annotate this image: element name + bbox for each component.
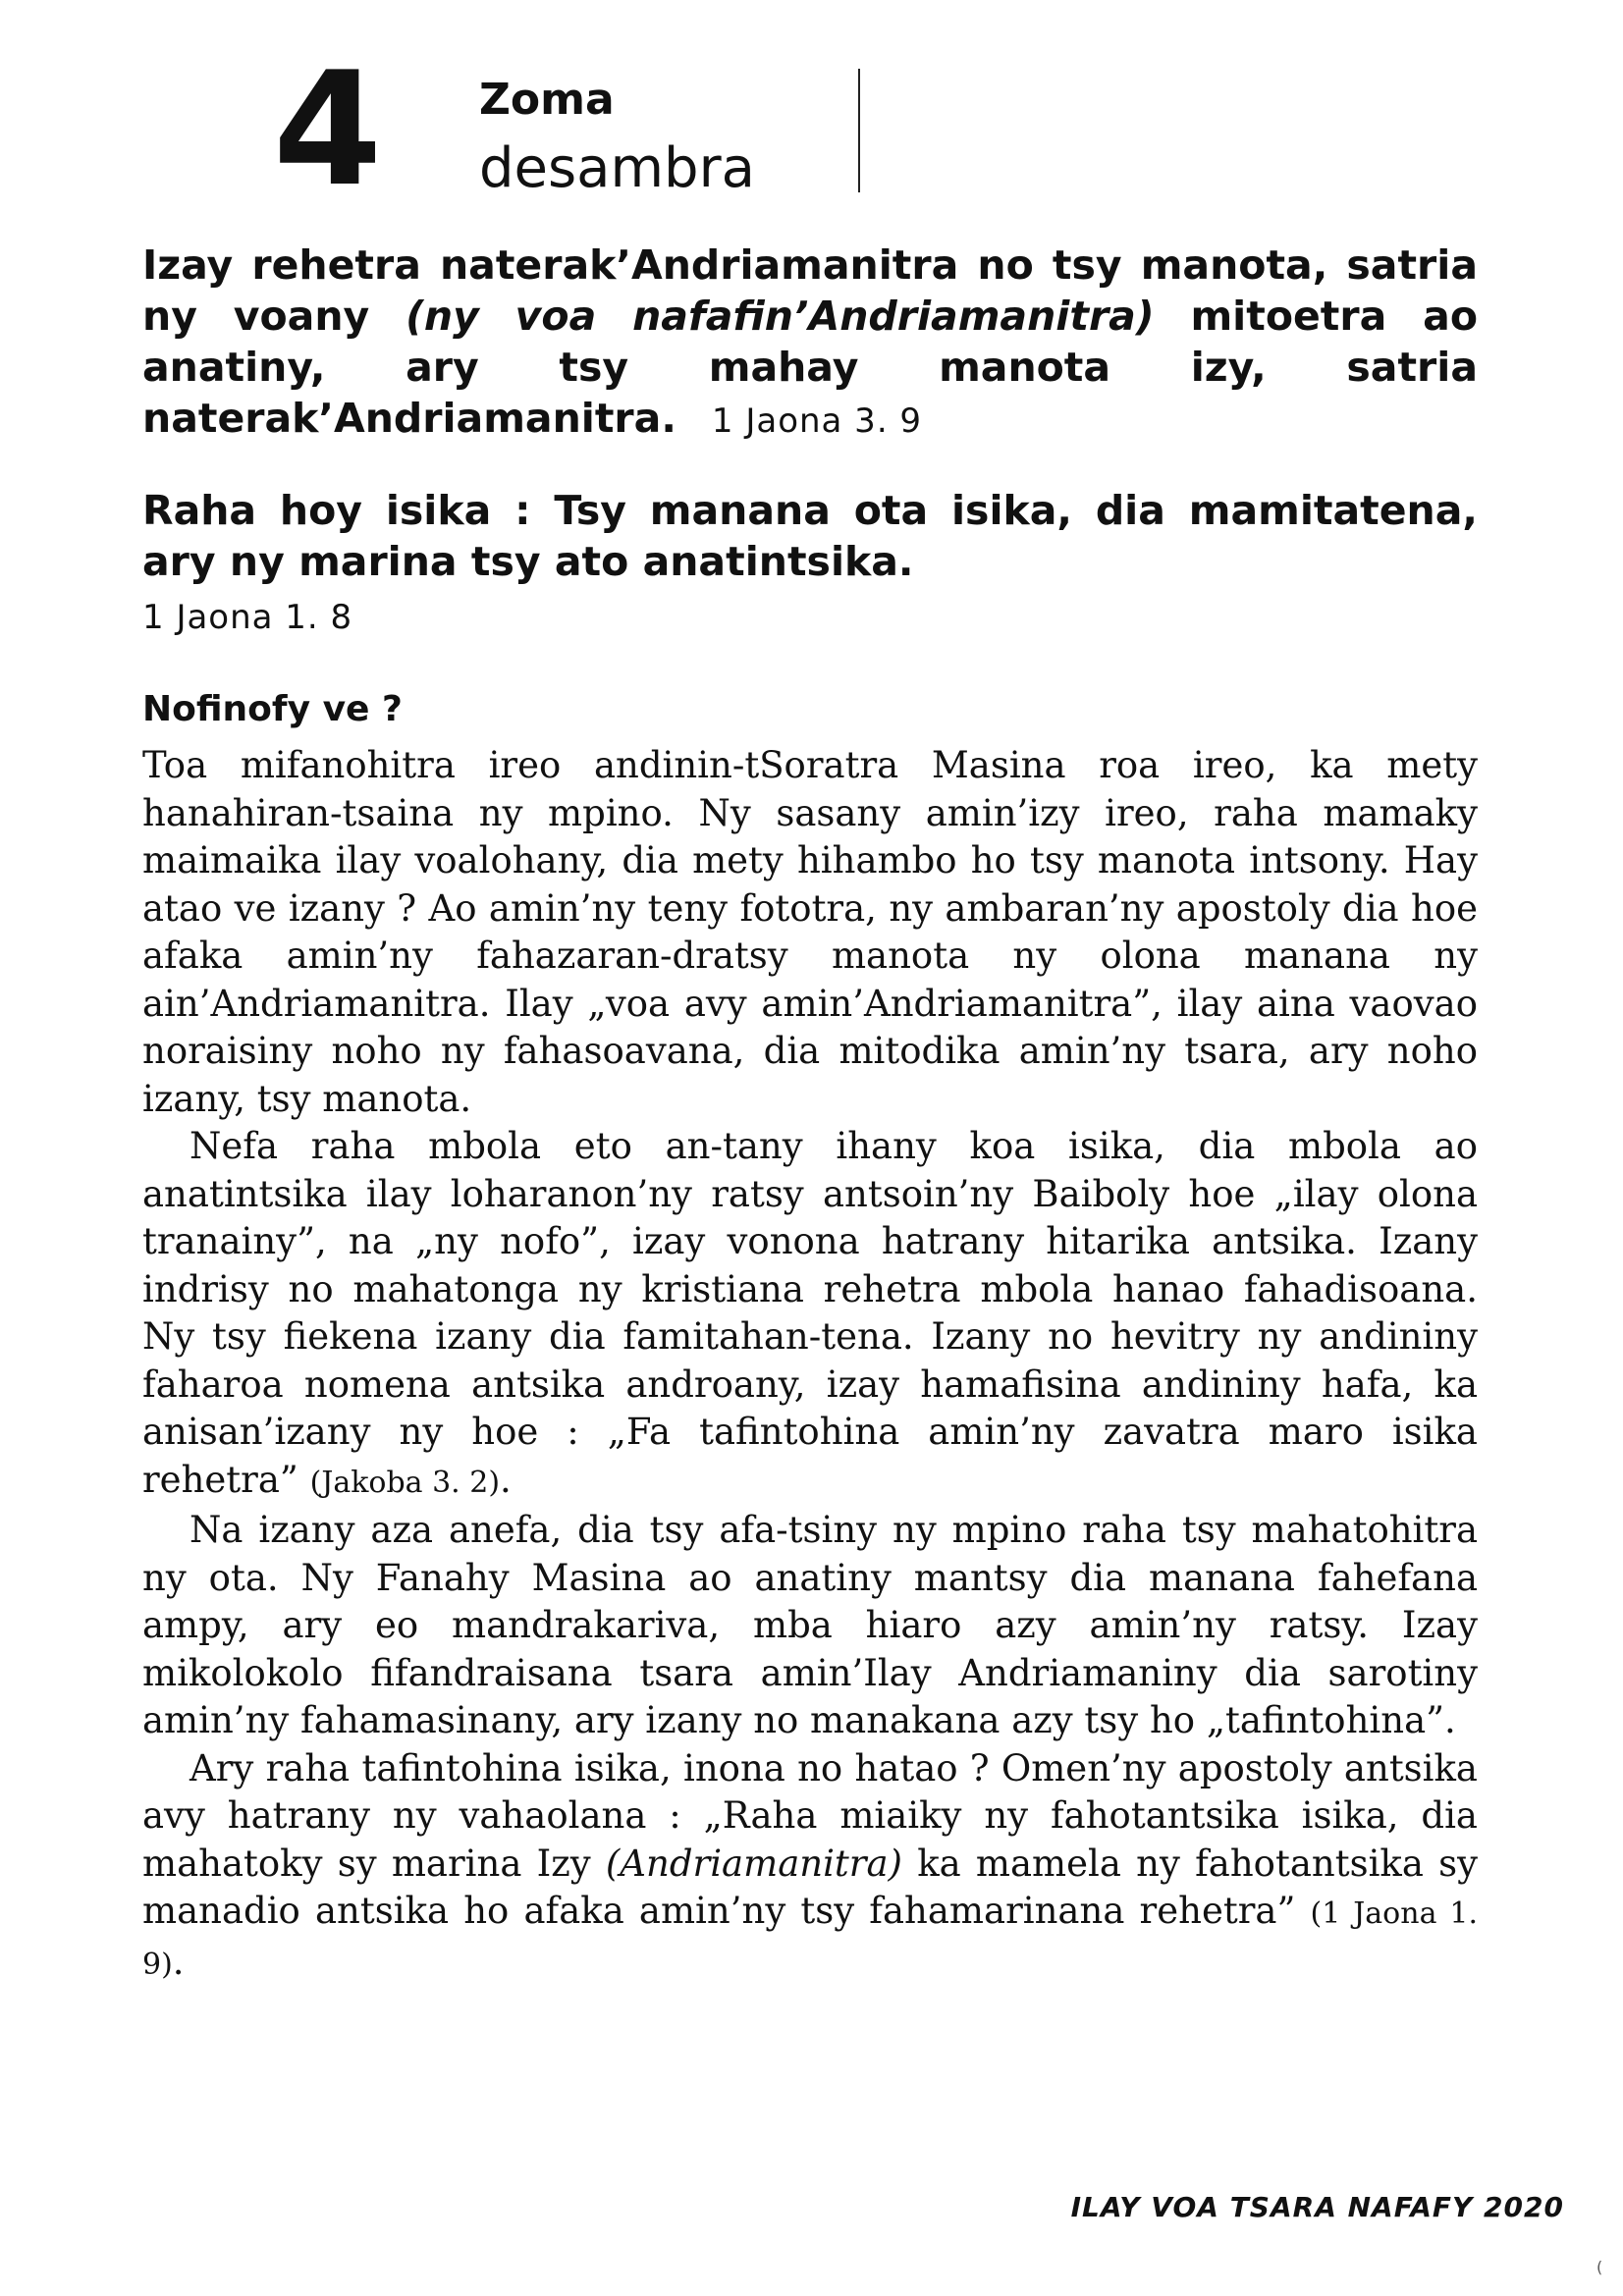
verse-1-italic: (ny voa nafafin’Andriamanitra) [406, 293, 1155, 340]
paragraph-4-text: Ary raha tafintohina isika, inona no hatao ? Omen’ny apostoly antsika avy hatrany ny vahaolana : „Raha miaiky ny fahotantsika isika, dia mahatoky sy marina Izy [142, 1746, 1478, 1885]
paragraph-2-end: . [500, 1458, 512, 1501]
verse-1-text-a: Izay rehetra naterak’Andriamanitra no tsy manota, satria ny voany [142, 241, 1478, 340]
paragraph-3: Na izany aza anefa, dia tsy afa-tsiny ny mpino raha tsy mahatohitra ny ota. Ny Fanahy Masina ao anatiny mantsy dia manana fahefana ampy, ary eo mandrakariva, mba hiaro azy amin’ny ratsy. Izay mikolokolo fifandraisana tsara amin’Ilay Andriamaniny dia sarotiny amin’ny fahamasinany, ary izany no manakana azy tsy ho „tafintohina”. [142, 1509, 1478, 1741]
paragraph-4-citation: (1 Jaona 1. 9) [142, 1896, 1479, 1982]
body-text [142, 742, 1478, 1989]
question-heading: Nofinofy ve ? [142, 689, 403, 729]
month: desambra [479, 136, 755, 200]
weekday: Zoma [479, 75, 615, 125]
header-divider [858, 69, 860, 192]
paragraph-4-end: . [172, 1940, 185, 1983]
day-number: 4 [273, 37, 379, 221]
footer-title: ILAY VOA TSARA NAFAFY 2020 [1070, 2191, 1564, 2223]
verse-1-reference: 1 Jaona 3. 9 [711, 401, 923, 441]
paragraph-2-citation: (Jakoba 3. 2) [309, 1465, 501, 1500]
verse-2: Raha hoy isika : Tsy manana ota isika, dia mamitatena, ary ny marina tsy ato anatintsika. [142, 487, 1478, 585]
paragraph-2 [142, 1123, 1478, 1507]
paragraph-4 [142, 1745, 1478, 1990]
verse-1 [142, 240, 1478, 447]
paragraph-1: Toa mifanohitra ireo andinin-tSoratra Masina roa ireo, ka mety hanahiran-tsaina ny mpino. Ny sasany amin’izy ireo, raha mamaky maimaika ilay voalohany, dia mety hihambo ho tsy manota intsony. Hay atao ve izany ? Ao amin’ny teny fototra, ny ambaran’ny apostoly dia hoe afaka amin’ny fahazaran-dratsy manota ny olona manana ny ain’Andriamanitra. Ilay „voa avy amin’Andriamanitra”, ilay aina vaovao noraisiny noho ny fahasoavana, dia mitodika amin’ny tsara, ary noho izany, tsy manota. [142, 744, 1478, 1120]
paragraph-4-italic: (Andriamanitra) [605, 1842, 902, 1885]
verse-2-reference: 1 Jaona 1. 8 [142, 598, 353, 637]
paragraph-4-text-2: ka mamela ny fahotantsika sy manadio antsika ho afaka amin’ny tsy fahamarinana rehetra” [142, 1842, 1478, 1932]
corner-mark: ( [1596, 2258, 1603, 2276]
paragraph-2-text: Nefa raha mbola eto an-tany ihany koa isika, dia mbola ao anatintsika ilay loharanon’ny ratsy antsoin’ny Baiboly hoe „ilay olona tranainy”, na „ny nofo”, izay vonona hatrany hitarika antsika. Izany indrisy no mahatonga ny kristiana rehetra mbola hanao fahadisoana. Ny tsy fiekena izany dia famitahan-tena. Izany no hevitry ny andininy faharoa nomena antsika androany, izay hamafisina andininy hafa, ka anisan’izany ny hoe : „Fa tafintohina amin’ny zavatra maro isika rehetra” [142, 1125, 1478, 1501]
verse-1-text-b: mitoetra ao anatiny, ary tsy mahay manota izy, satria naterak’Andriamanitra. [142, 293, 1478, 442]
